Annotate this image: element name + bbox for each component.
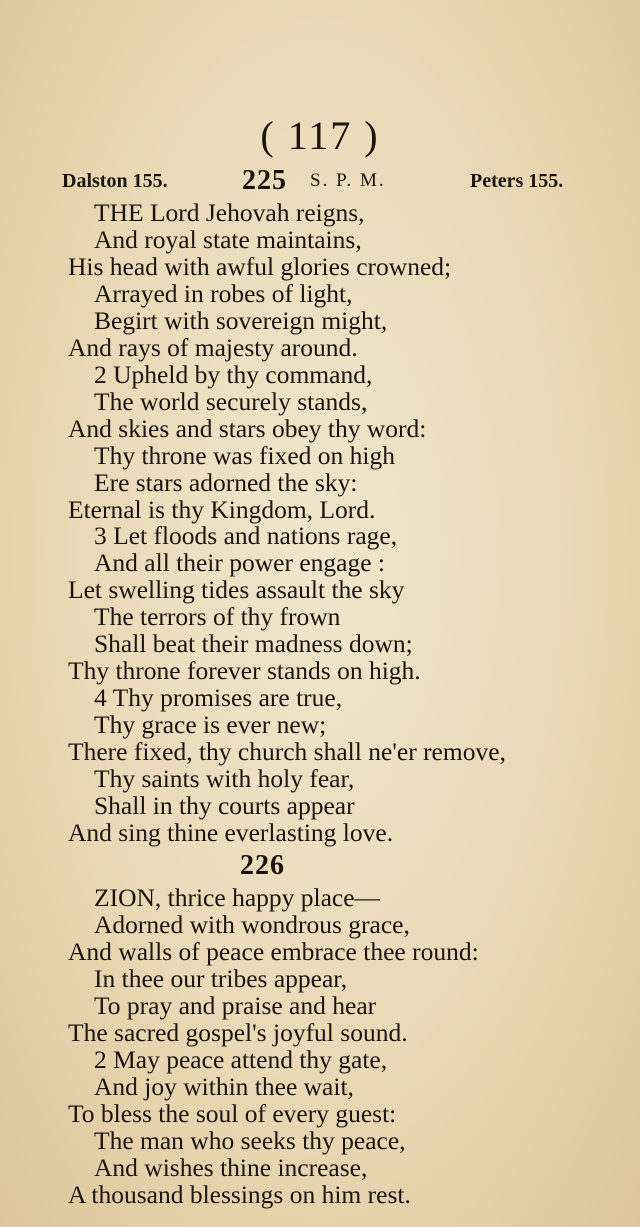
verse-line: Begirt with sovereign might, [94,306,388,335]
verse-line: THE Lord Jehovah reigns, [94,198,365,227]
verse-line: And skies and stars obey thy word: [68,414,427,443]
page-number: ( 117 ) [260,113,380,158]
hymn-number: 226 [240,850,285,881]
verse-line: Thy grace is ever new; [94,710,327,739]
verse-line: Thy saints with holy fear, [94,764,355,793]
verse-line: Thy throne was fixed on high [94,441,395,470]
verse-line: Let swelling tides assault the sky [68,575,405,604]
verse-line: In thee our tribes appear, [94,964,348,993]
verse-line: 4 Thy promises are true, [94,683,343,712]
verse-line: Shall in thy courts appear [94,791,355,820]
verse-line: Shall beat their madness down; [94,629,413,658]
verse-line: Eternal is thy Kingdom, Lord. [68,495,376,524]
verse-line: And joy within thee wait, [94,1072,354,1101]
verse-line: 2 May peace attend thy gate, [94,1045,388,1074]
verse-line: Adorned with wondrous grace, [94,910,410,939]
verse-line: ZION, thrice happy place— [94,883,381,912]
verse-line: 3 Let floods and nations rage, [94,521,398,550]
tune-name-right: Peters 155. [470,170,564,192]
verse-line: His head with awful glories crowned; [68,252,452,281]
hymn-number: 225 [242,165,287,196]
verse-line: The man who seeks thy peace, [94,1126,406,1155]
tune-name-left: Dalston 155. [62,170,168,192]
hymn-meter: S. P. M. [310,170,386,191]
verse-line: The sacred gospel's joyful sound. [68,1018,408,1047]
verse-line: And sing thine everlasting love. [68,818,394,847]
verse-line: A thousand blessings on him rest. [68,1180,411,1209]
verse-line: The terrors of thy frown [94,602,341,631]
verse-line: And rays of majesty around. [68,333,358,362]
verse-line: 2 Upheld by thy command, [94,360,373,389]
verse-line: And walls of peace embrace thee round: [68,937,479,966]
verse-line: To bless the soul of every guest: [68,1099,397,1128]
verse-line: Ere stars adorned the sky: [94,468,358,497]
verse-line: And wishes thine increase, [94,1153,368,1182]
verse-line: To pray and praise and hear [94,991,377,1020]
verse-line: Thy throne forever stands on high. [68,656,421,685]
verse-line: And royal state maintains, [94,225,362,254]
verse-line: And all their power engage : [94,548,386,577]
verse-line: There fixed, thy church shall ne'er remove, [68,737,506,766]
verse-line: The world securely stands, [94,387,368,416]
verse-line: Arrayed in robes of light, [94,279,353,308]
